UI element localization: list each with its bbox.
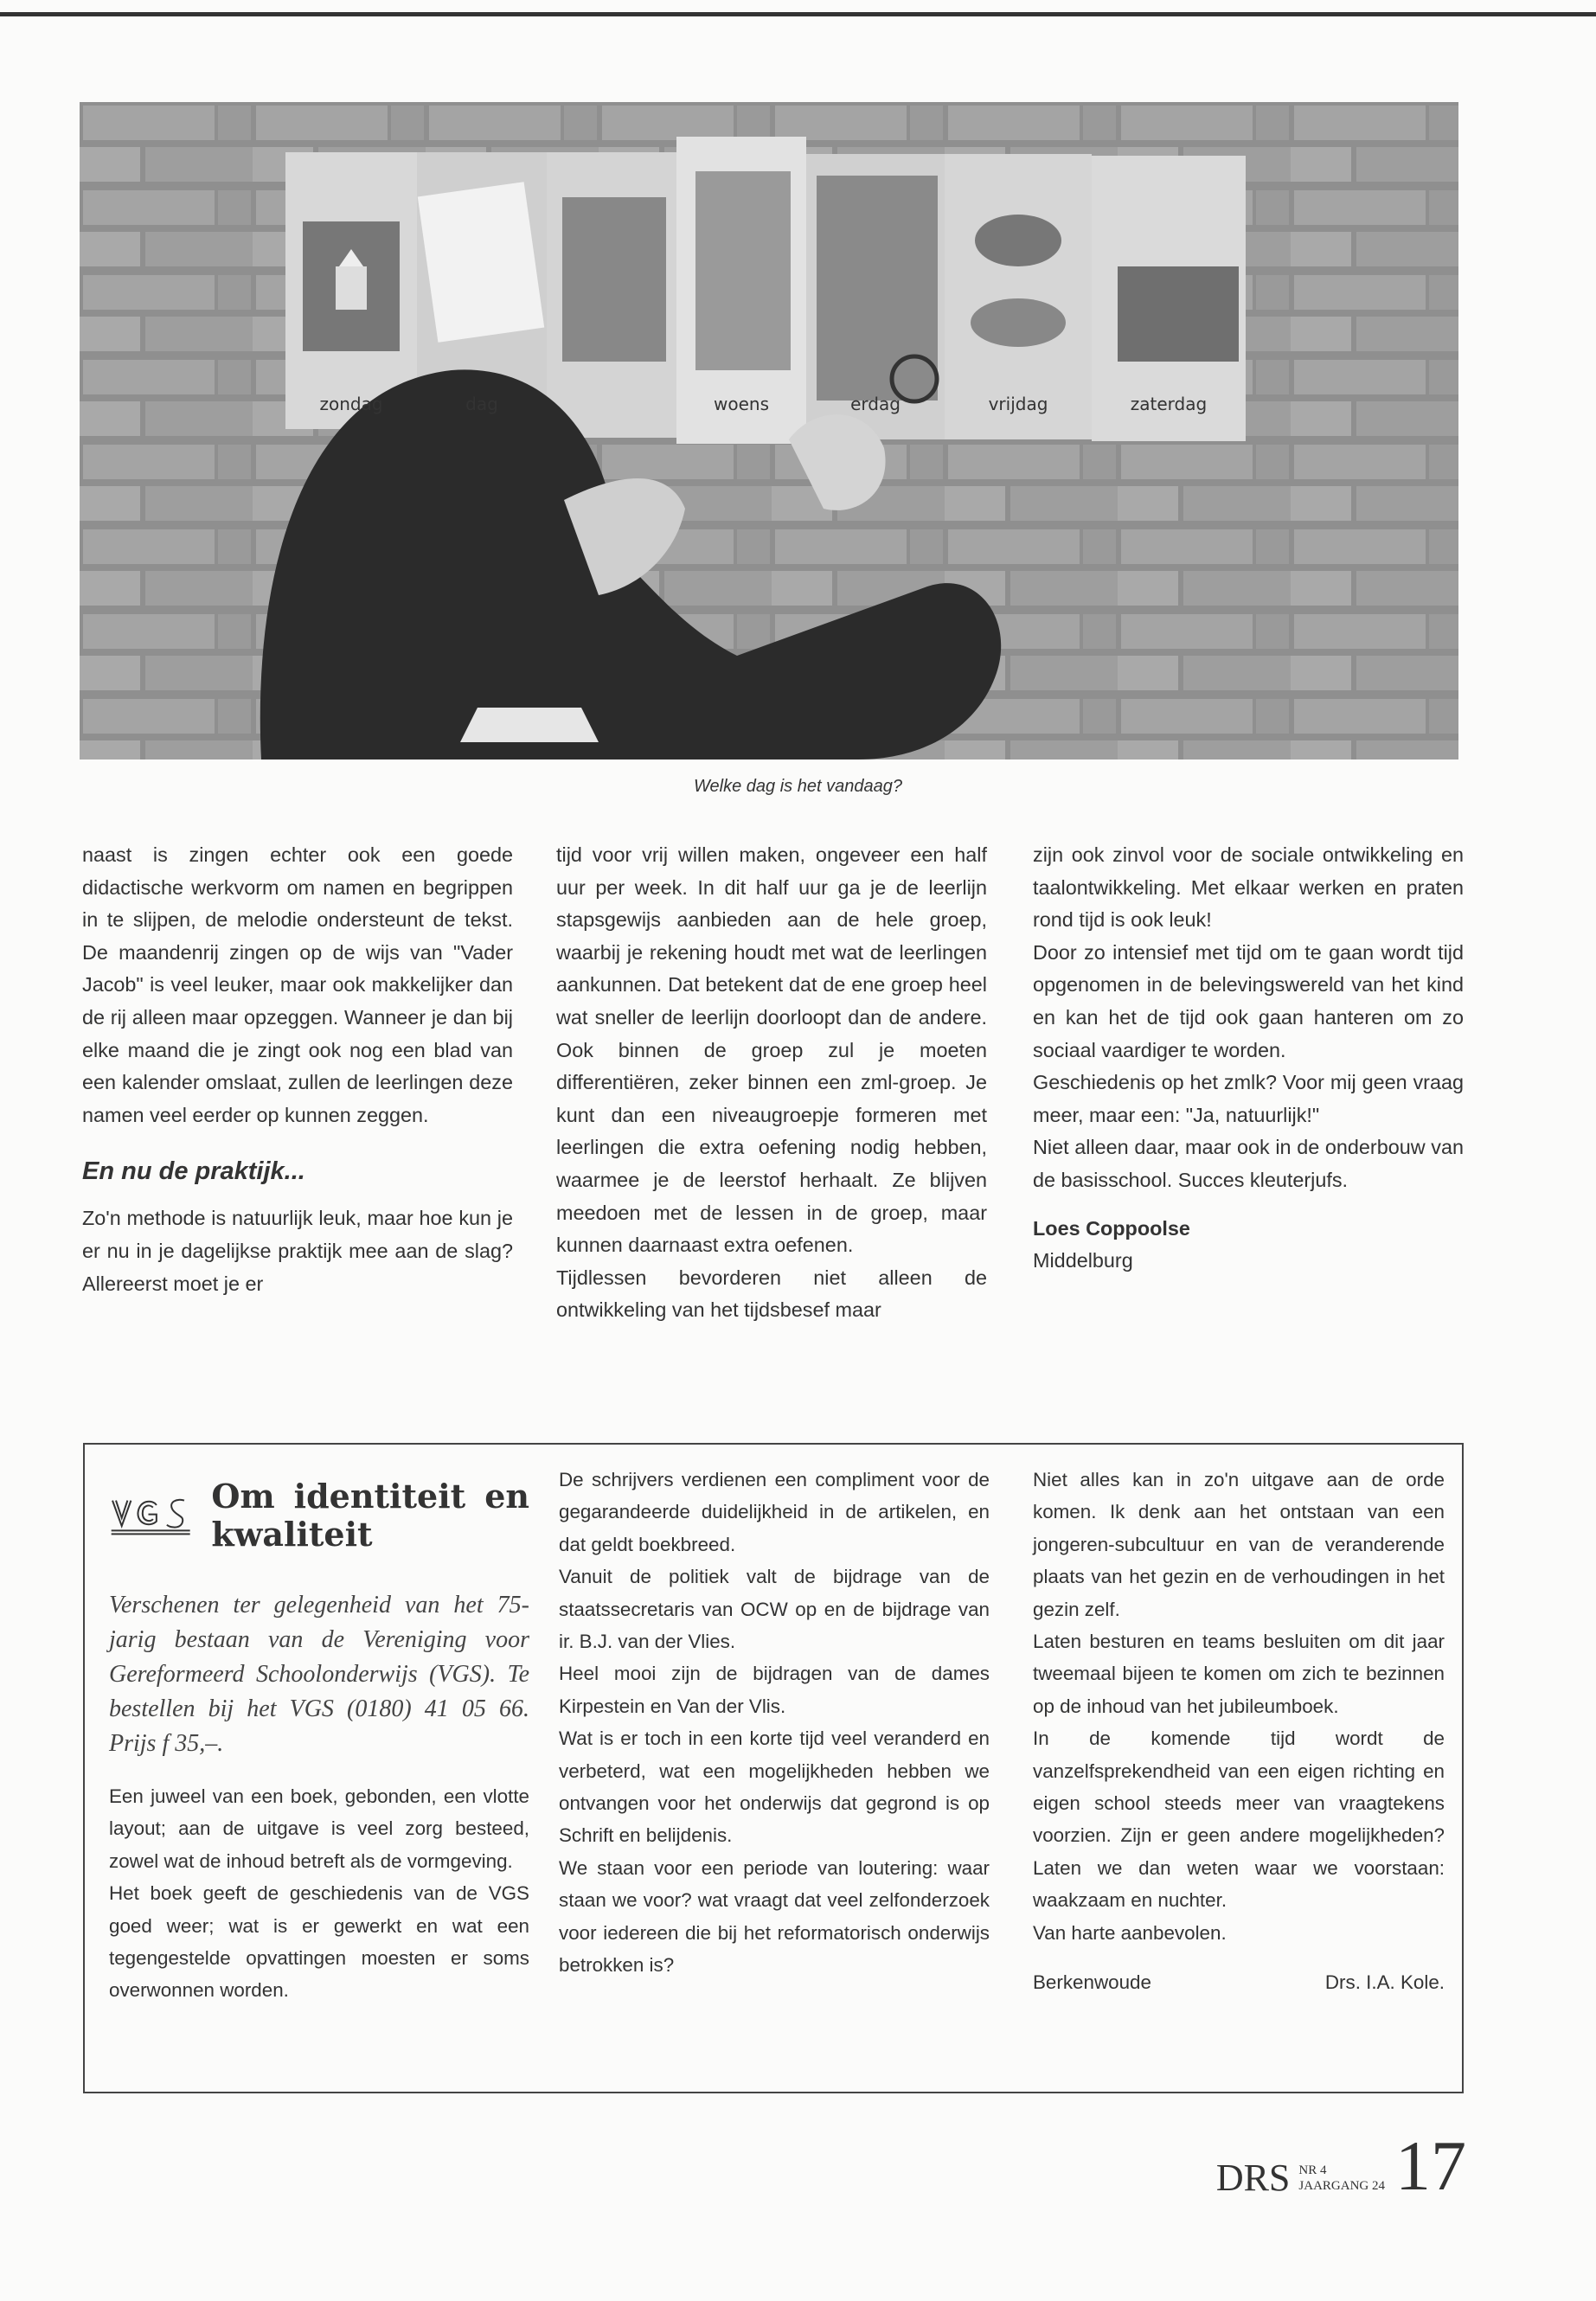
photo-calendar-child — [80, 102, 1458, 760]
top-rule — [0, 12, 1596, 16]
paragraph: Zo'n methode is natuurlijk leuk, maar hoe kun je er nu in je dagelijkse praktijk mee aan de slag? Allereerst moet je er — [82, 1207, 513, 1295]
issue-info — [1298, 2163, 1385, 2194]
photo-caption: Welke dag is het vandaag? — [694, 777, 902, 796]
paragraph: Geschiedenis op het zmlk? Voor mij geen vraag meer, maar een: "Ja, natuurlijk!" — [1033, 1071, 1464, 1126]
paragraph: Het boek geeft de geschiedenis van de VGS goed weer; wat is er gewerkt en wat een tegengestelde opvattingen moesten er soms overwonnen worden. — [109, 1882, 529, 2002]
day-label: zaterdag — [1130, 394, 1208, 414]
review-intro: Verschenen ter gelegenheid van het 75-jarig bestaan van de Vereniging voor Gereformeerd Schoolonderwijs (VGS). Te bestellen bij het VGS (0180) 41 05 66. Prijs f 35,–. — [109, 1592, 529, 1757]
day-label: woens — [714, 394, 769, 414]
author-name: Loes Coppoolse — [1033, 1216, 1190, 1240]
paragraph: In de komende tijd wordt de vanzelfsprekendheid van een eigen richting en eigen school steeds meer van vraagtekens voorzien. Zijn er geen andere mogelijkheden? Laten we dan weten waar we voorstaan: waakzaam en nuchter. — [1033, 1727, 1445, 1912]
paragraph: Niet alles kan in zo'n uitgave aan de orde komen. Ik denk aan het ontstaan van een jongeren-subcultuur en van de veranderende plaats van het gezin en de verhoudingen in het gezin zelf. — [1033, 1469, 1445, 1620]
paragraph: tijd voor vrij willen maken, ongeveer een half uur per week. In dit half uur ga je de leerlijn stapsgewijs aanbieden aan de hele groep, waarbij je rekening houdt met wat de leerlingen aankunnen. Dat betekent dat de ene groep heel wat sneller de leerlijn doorloopt dan de andere. Ook binnen de groep zul je moeten differentiëren, zeker binnen een zml-groep. Je kunt dan een niveaugroepje formeren met leerlingen die extra oefening nodig hebben, waarmee je de leerstof herhaalt. Ze blijven meedoen met de lessen in de groep, maar kunnen daarnaast extra oefenen. — [556, 843, 987, 1257]
article-column-1 — [82, 839, 513, 1300]
paragraph: Door zo intensief met tijd om te gaan wordt tijd opgenomen in de belevingswereld van het kind en kan het de tijd ook gaan hanteren om zo sociaal vaardiger te worden. — [1033, 940, 1464, 1061]
page-footer — [1215, 2126, 1466, 2205]
review-column-3 — [1033, 1464, 1445, 1999]
signature-place: Berkenwoude — [1033, 1971, 1151, 1994]
paragraph: Wat is er toch in een korte tijd veel veranderd en verbeterd, wat een mogelijkheden hebben we ontvangen voor het onderwijs dat gegrond is op Schrift en belijdenis. — [559, 1727, 990, 1847]
paragraph: Van harte aanbevolen. — [1033, 1921, 1227, 1944]
paragraph: Niet alleen daar, maar ook in de onderbouw van de basisschool. Succes kleuterjufs. — [1033, 1136, 1464, 1191]
day-label: erdag — [850, 394, 901, 414]
author-place: Middelburg — [1033, 1249, 1133, 1272]
vgs-logo — [109, 1481, 195, 1550]
paragraph: Tijdlessen bevorderen niet alleen de ontwikkeling van het tijdsbesef maar — [556, 1266, 987, 1322]
page-number: 17 — [1395, 2126, 1466, 2205]
paragraph: Laten besturen en teams besluiten om dit jaar tweemaal bijeen te komen om zich te bezinnen op de inhoud van het jubileumboek. — [1033, 1631, 1445, 1717]
issue-number: NR 4 — [1298, 2163, 1327, 2177]
paragraph: Een juweel van een boek, gebonden, een vlotte layout; aan de uitgave is veel zorg besteed, zowel wat de inhoud betreft als de vormgeving. — [109, 1785, 529, 1872]
review-column-2 — [559, 1464, 990, 1982]
review-header — [109, 1464, 529, 1567]
review-signature — [1033, 1966, 1445, 1998]
paragraph: Heel mooi zijn de bijdragen van de dames Kirpestein en Van der Vlis. — [559, 1663, 990, 1717]
paragraph: naast is zingen echter ook een goede didactische werkvorm om namen en begrippen in te slijpen, de melodie ondersteunt de tekst. De maandenrij zingen op de wijs van "Vader Jacob" is veel leuker, maar ook makkelijker dan de rij alleen maar opzeggen. Wanneer je dan bij elke maand die je zingt ook nog een blad van een kalender omslaat, zullen de leerlingen deze namen veel eerder op kunnen zeggen. — [82, 843, 513, 1126]
volume-number: JAARGANG 24 — [1298, 2179, 1385, 2193]
signature-name: Drs. I.A. Kole. — [1324, 1971, 1445, 1994]
book-review-box — [83, 1443, 1464, 2093]
magazine-name: DRS — [1215, 2157, 1291, 2199]
paragraph: We staan voor een periode van loutering: waar staan we voor? wat vraagt dat veel zelfonderzoek voor iedereen die bij het reformatorisch onderwijs betrokken is? — [559, 1856, 990, 1977]
article-column-3 — [1033, 839, 1464, 1278]
paragraph: Vanuit de politiek valt de bijdrage van de staatssecretaris van OCW op en de bijdrage van ir. B.J. van der Vlies. — [559, 1566, 990, 1653]
day-label: zondag — [319, 394, 383, 414]
article-column-2 — [556, 839, 987, 1327]
day-label: vrijdag — [988, 394, 1048, 414]
review-title: Om identiteit en kwaliteit — [211, 1477, 529, 1554]
section-subheading: En nu de praktijk... — [82, 1157, 305, 1186]
paragraph: zijn ook zinvol voor de sociale ontwikkeling en taalontwikkeling. Met elkaar werken en praten rond tijd is ook leuk! — [1033, 843, 1464, 932]
day-label: dag — [465, 394, 498, 414]
paragraph: De schrijvers verdienen een compliment voor de gegarandeerde duidelijkheid in de artikelen, en dat geldt boekbreed. — [559, 1469, 990, 1555]
review-column-1 — [109, 1464, 529, 2007]
